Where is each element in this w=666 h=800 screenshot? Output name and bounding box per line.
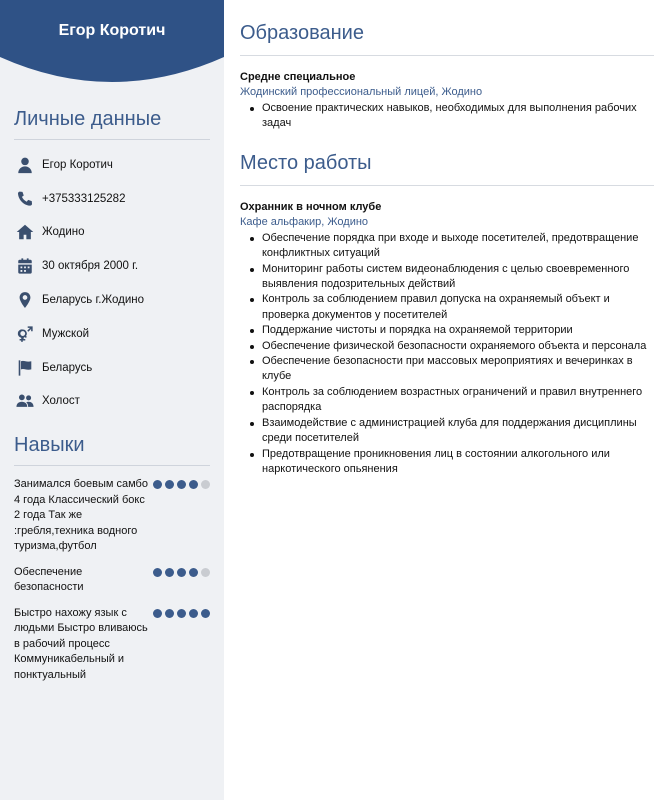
- education-title: Средне специальное: [240, 71, 356, 83]
- personal-item-text: +375333125282: [42, 192, 126, 205]
- flag-icon: [15, 358, 35, 378]
- rating-dot-empty: [201, 480, 210, 489]
- skill-item: [14, 565, 210, 596]
- sidebar: [0, 0, 224, 800]
- calendar-icon: [15, 256, 35, 276]
- rating-dot: [153, 609, 162, 618]
- header-arc-shape: [0, 0, 224, 90]
- personal-item-text: Беларусь г.Жодино: [42, 294, 144, 307]
- personal-heading: Личные данные: [14, 108, 210, 140]
- skill-item: [14, 606, 210, 684]
- work-bullets: [240, 231, 654, 478]
- rating-dot: [189, 568, 198, 577]
- skill-rating: [153, 609, 210, 684]
- rating-dot: [189, 609, 198, 618]
- bullet-item: Обеспечение безопасности при массовых мероприятиях и вечеринках в клубе: [240, 354, 654, 385]
- people-icon: [15, 391, 35, 411]
- education-heading: Образование: [240, 22, 654, 56]
- location-pin-icon: [15, 290, 35, 310]
- rating-dot: [177, 568, 186, 577]
- work-subtitle: Кафе альфакир, Жодино: [240, 215, 369, 228]
- bullet-item: Обеспечение физической безопасности охраняемого объекта и персонала: [240, 339, 654, 354]
- personal-item-birthdate: [14, 249, 210, 283]
- bullet-item: Взаимодействие с администрацией клуба для поддержания дисциплины среди посетителей: [240, 416, 654, 447]
- education-subtitle: Жодинский профессиональный лицей, Жодино: [240, 86, 483, 98]
- rating-dot: [165, 609, 174, 618]
- rating-dot-empty: [201, 568, 210, 577]
- bullet-item: Обеспечение порядка при входе и выходе посетителей, предотвращение конфликтных ситуаций: [240, 231, 654, 262]
- rating-dot: [177, 609, 186, 618]
- work-heading: Место работы: [240, 152, 654, 186]
- rating-dot: [201, 609, 210, 618]
- skill-rating: [153, 480, 210, 555]
- bullet-item: Контроль за соблюдением правил допуска на охраняемый объект и проверка документов у посетителей: [240, 292, 654, 323]
- main-content: [240, 0, 654, 477]
- rating-dot: [165, 480, 174, 489]
- personal-section: [0, 108, 224, 418]
- personal-item-text: Егор Коротич: [42, 158, 113, 171]
- rating-dot: [153, 568, 162, 577]
- bullet-item: Предотвращение проникновения лиц в состоянии алкогольного или наркотического опьянения: [240, 447, 654, 478]
- personal-item-gender: [14, 317, 210, 351]
- personal-item-text: Жодино: [42, 226, 85, 239]
- rating-dot: [189, 480, 198, 489]
- bullet-item: Поддержание чистоты и порядка на охраняемой территории: [240, 323, 654, 338]
- rating-dot: [165, 568, 174, 577]
- education-entry: [240, 70, 654, 132]
- sidebar-header: [0, 0, 224, 90]
- personal-item-text: Беларусь: [42, 361, 93, 374]
- rating-dot: [153, 480, 162, 489]
- bullet-item: Мониторинг работы систем видеонаблюдения с целью своевременного выявления подозрительных действий: [240, 262, 654, 293]
- skill-text: Быстро нахожу язык с людьми Быстро вливаюсь в рабочий процесс Коммуникабельный и понктуальный: [14, 606, 148, 681]
- personal-item-phone: [14, 182, 210, 216]
- home-icon: [15, 222, 35, 242]
- bullet-item: Контроль за соблюдением возрастных ограничений и правил внутреннего распорядка: [240, 385, 654, 416]
- work-title: Охранник в ночном клубе: [240, 200, 382, 213]
- gender-icon: [15, 324, 35, 344]
- phone-icon: [15, 189, 35, 209]
- skill-text: Занимался боевым самбо 4 года Классический бокс 2 года Так же :гребля,техника водного туризма,футбол: [14, 478, 148, 553]
- personal-item-city: [14, 216, 210, 250]
- education-bullets: [240, 101, 654, 132]
- personal-item-text: Мужской: [42, 327, 90, 340]
- skill-text: Обеспечение безопасности: [14, 565, 84, 594]
- bullet-item: Освоение практических навыков, необходимых для выполнения рабочих задач: [240, 101, 654, 132]
- skill-rating: [153, 568, 210, 596]
- personal-item-text: Холост: [42, 395, 80, 408]
- personal-item-marital-status: [14, 385, 210, 419]
- personal-item-name: [14, 148, 210, 182]
- personal-item-text: 30 октября 2000 г.: [42, 260, 139, 273]
- skills-heading: Навыки: [14, 434, 210, 466]
- skill-item: [14, 477, 210, 555]
- work-entry: [240, 200, 654, 478]
- rating-dot: [177, 480, 186, 489]
- personal-item-address: [14, 283, 210, 317]
- person-icon: [15, 155, 35, 175]
- personal-item-country: [14, 351, 210, 385]
- personal-list: [14, 148, 210, 418]
- name-title: Егор Коротич: [58, 22, 166, 39]
- skills-section: [0, 434, 224, 683]
